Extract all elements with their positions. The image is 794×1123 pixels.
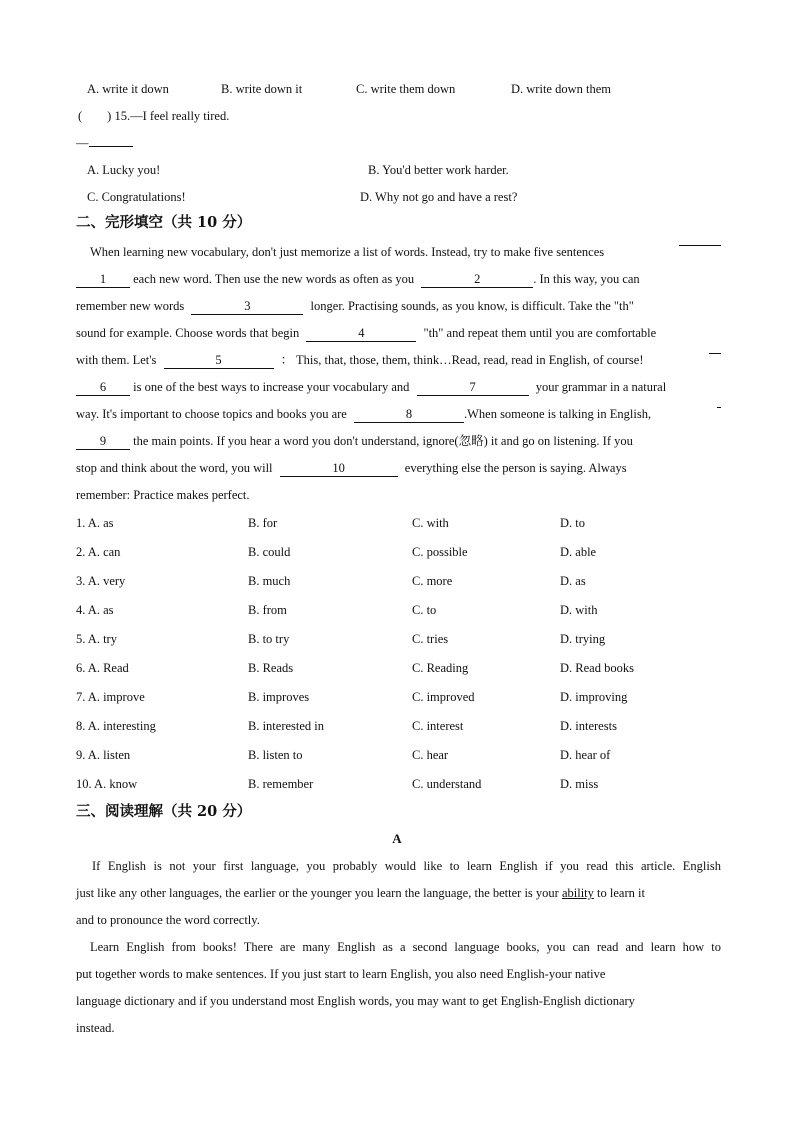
cloze-line-3 [76, 296, 721, 316]
cloze-text: ： This, that, those, them, think…Read, read, read in English, of course! [280, 353, 644, 367]
cloze-line-8 [76, 431, 721, 451]
cloze-text: with them. Let's [76, 353, 157, 367]
cloze-option: C. understand [412, 777, 482, 791]
cloze-option: 1. A. as [76, 516, 114, 530]
cloze-option: B. for [248, 516, 278, 530]
cloze-text: is one of the best ways to increase your vocabulary and [133, 380, 410, 394]
reading-line: If English is not your first language, you probably would like to learn English if you read this article. English [92, 859, 721, 873]
cloze-text: way. It's important to choose topics and books you are [76, 407, 347, 421]
cloze-option: 9. A. listen [76, 748, 131, 762]
cloze-blank-8[interactable]: 8 [354, 407, 464, 423]
cloze-text: stop and think about the word, you will [76, 461, 273, 475]
cloze-blank-2[interactable]: 2 [421, 272, 533, 288]
cloze-text: the main points. If you hear a word you don't understand, ignore(忽略) it and go on listening. If you [133, 434, 633, 448]
underlined-word-ability: ability [561, 886, 594, 900]
q14-option-d: D. write down them [511, 82, 611, 96]
cloze-line-9 [76, 458, 721, 478]
cloze-option: C. Reading [412, 661, 469, 675]
cloze-blank-1[interactable]: 1 [76, 272, 130, 288]
q15-option-c: C. Congratulations! [87, 190, 186, 204]
cloze-option: C. improved [412, 690, 475, 704]
cloze-option: D. as [560, 574, 586, 588]
cloze-option: 5. A. try [76, 632, 117, 646]
cloze-option: C. to [412, 603, 437, 617]
cloze-option: B. Reads [248, 661, 294, 675]
cloze-blank-7[interactable]: 7 [417, 380, 529, 396]
cloze-option: C. with [412, 516, 449, 530]
cloze-option: D. to [560, 516, 585, 530]
q15-option-b: B. You'd better work harder. [368, 163, 509, 177]
q15-reply-dash: — [76, 136, 89, 150]
reading-text: to learn it [597, 886, 645, 900]
cloze-blank-3[interactable]: 3 [191, 299, 303, 315]
cloze-option: D. with [560, 603, 598, 617]
cloze-option: D. improving [560, 690, 628, 704]
cloze-line-2 [76, 269, 721, 289]
cloze-text: remember new words [76, 299, 185, 313]
cloze-text: .When someone is talking in English, [463, 407, 652, 421]
section2-heading: 二、完形填空（共 10 分） [76, 214, 252, 231]
cloze-line-7 [76, 404, 721, 424]
cloze-line-10: remember: Practice makes perfect. [76, 488, 250, 502]
cloze-line-5 [76, 350, 721, 370]
q15-reply-blank[interactable] [89, 146, 133, 147]
cloze-option: B. could [248, 545, 291, 559]
q14-option-b: B. write down it [221, 82, 303, 96]
cloze-option: 2. A. can [76, 545, 121, 559]
reading-line: Learn English from books! There are many English as a second language books, you can read and learn how to [90, 940, 721, 954]
cloze-option: D. miss [560, 777, 599, 791]
cloze-blank-4[interactable]: 4 [306, 326, 416, 342]
q15-stem: ( ) 15.—I feel really tired. [78, 109, 230, 123]
cloze-option: C. tries [412, 632, 449, 646]
cloze-option: 6. A. Read [76, 661, 129, 675]
cloze-option: C. hear [412, 748, 449, 762]
cloze-option: D. hear of [560, 748, 611, 762]
cloze-option: B. remember [248, 777, 314, 791]
cloze-text: "th" and repeat them until you are comfortable [423, 326, 657, 340]
reading-line: put together words to make sentences. If you just start to learn English, you also need English-your native [76, 967, 606, 981]
reading-text: just like any other languages, the earlier or the younger you learn the language, the better is your [76, 886, 559, 900]
cloze-text: sound for example. Choose words that begin [76, 326, 300, 340]
cloze-option: D. trying [560, 632, 606, 646]
cloze-option: C. possible [412, 545, 468, 559]
cloze-blank-10[interactable]: 10 [280, 461, 398, 477]
q15-reply-line [76, 133, 133, 153]
cloze-line-1 [76, 242, 721, 262]
cloze-option: B. listen to [248, 748, 303, 762]
cloze-text: . In this way, you can [533, 272, 640, 286]
cloze-line-6 [76, 377, 721, 397]
reading-line: instead. [76, 1021, 115, 1035]
cloze-option: 4. A. as [76, 603, 114, 617]
q15-option-a: A. Lucky you! [87, 163, 161, 177]
cloze-text: everything else the person is saying. Always [404, 461, 627, 475]
cloze-option: D. Read books [560, 661, 634, 675]
cloze-blank-6[interactable]: 6 [76, 380, 130, 396]
cloze-option: 3. A. very [76, 574, 126, 588]
cloze-option: C. more [412, 574, 453, 588]
cloze-option: D. interests [560, 719, 617, 733]
cloze-text: When learning new vocabulary, don't just memorize a list of words. Instead, try to make five sentences [90, 245, 605, 259]
cloze-blank-6-lead [709, 353, 721, 354]
q14-option-a: A. write it down [87, 82, 169, 96]
cloze-option: B. improves [248, 690, 310, 704]
cloze-blank-9[interactable]: 9 [76, 434, 130, 450]
q15-option-d: D. Why not go and have a rest? [360, 190, 518, 204]
q14-option-c: C. write them down [356, 82, 456, 96]
cloze-blank-9-lead [717, 407, 721, 408]
cloze-blank-lead [679, 245, 721, 246]
cloze-option: D. able [560, 545, 597, 559]
cloze-option: B. interested in [248, 719, 325, 733]
cloze-option: 7. A. improve [76, 690, 145, 704]
cloze-line-4 [76, 323, 721, 343]
reading-line [76, 883, 721, 903]
cloze-text: each new word. Then use the new words as often as you [133, 272, 415, 286]
cloze-blank-5[interactable]: 5 [164, 353, 274, 369]
cloze-option: B. to try [248, 632, 290, 646]
reading-line: language dictionary and if you understand most English words, you may want to get English-English dictionary [76, 994, 635, 1008]
reading-line: and to pronounce the word correctly. [76, 913, 260, 927]
passage-title: A [392, 831, 402, 846]
cloze-option: 8. A. interesting [76, 719, 156, 733]
cloze-option: B. from [248, 603, 287, 617]
cloze-option: C. interest [412, 719, 464, 733]
cloze-text: your grammar in a natural [535, 380, 667, 394]
cloze-option: B. much [248, 574, 291, 588]
section3-heading: 三、阅读理解（共 20 分） [76, 803, 252, 820]
cloze-option: 10. A. know [76, 777, 138, 791]
cloze-text: longer. Practising sounds, as you know, is difficult. Take the "th" [310, 299, 634, 313]
